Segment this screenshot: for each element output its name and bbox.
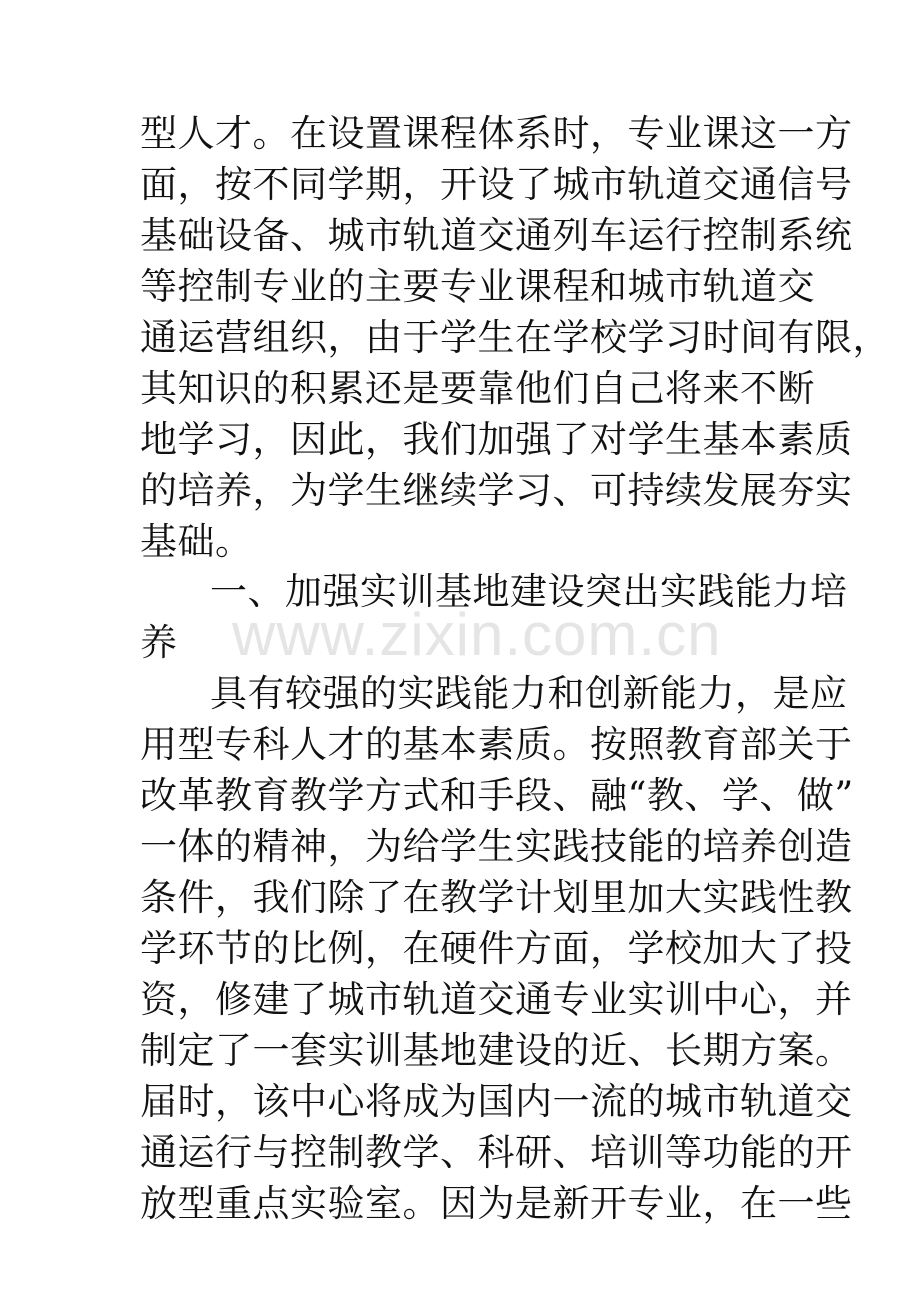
text-line: 制定了一套实训基地建设的近、长期方案。 [140, 1029, 853, 1072]
text-line: 面，按不同学期，开设了城市轨道交通信号 [140, 163, 853, 206]
text-line: 等控制专业的主要专业课程和城市轨道交 [140, 265, 815, 308]
text-line: 的培养，为学生继续学习、可持续发展夯实 [140, 469, 853, 512]
text-line: 一体的精神，为给学生实践技能的培养创造 [140, 825, 853, 868]
text-line: 放型重点实验室。因为是新开专业，在一些 [140, 1182, 853, 1225]
section-heading-line: 一、加强实训基地建设突出实践能力培 [210, 570, 848, 613]
text-line: 改革教育教学方式和手段、融“教、学、做” [140, 774, 854, 817]
text-line: 届时，该中心将成为国内一流的城市轨道交 [140, 1080, 853, 1123]
text-line: 地学习，因此，我们加强了对学生基本素质 [140, 418, 853, 461]
text-line: 通运行与控制教学、科研、培训等功能的开 [140, 1131, 853, 1174]
text-line: 学环节的比例，在硬件方面，学校加大了投 [140, 927, 853, 970]
text-line: 具有较强的实践能力和创新能力，是应 [210, 672, 848, 715]
text-line: 用型专科人才的基本素质。按照教育部关于 [140, 723, 853, 766]
text-line: 型人才。在设置课程体系时，专业课这一方 [140, 112, 853, 155]
section-heading-line: 养 [140, 621, 178, 664]
text-line: 基础设备、城市轨道交通列车运行控制系统 [140, 214, 853, 257]
text-line: 资，修建了城市轨道交通专业实训中心，并 [140, 978, 853, 1021]
watermark: www.zixin.com.cn [232, 601, 722, 668]
text-line: 其知识的积累还是要靠他们自己将来不断 [140, 367, 815, 410]
text-line: 基础。 [140, 520, 253, 563]
text-line: 条件，我们除了在教学计划里加大实践性教 [140, 876, 853, 919]
text-line: 通运营组织，由于学生在学校学习时间有限， [140, 316, 890, 359]
